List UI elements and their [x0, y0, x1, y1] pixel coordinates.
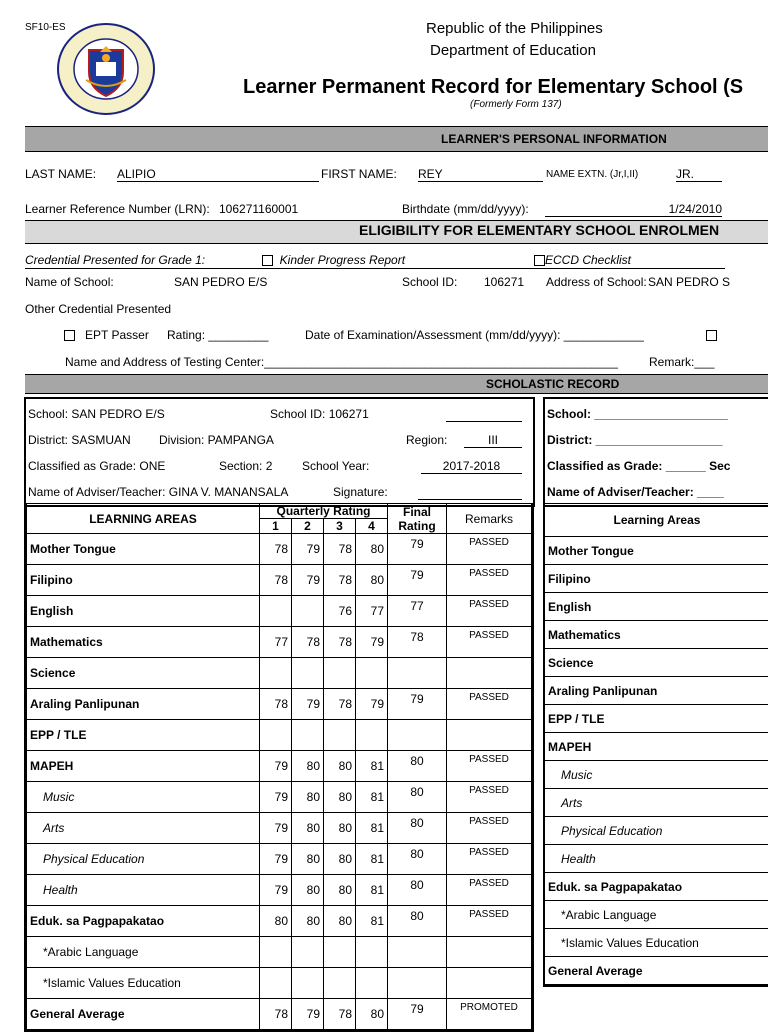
right-scholastic-box [543, 397, 768, 507]
credential-divider [25, 268, 725, 269]
right-classified: Classified as Grade: ______ Sec [547, 459, 731, 473]
quarter-2-rating: 79 [292, 565, 324, 596]
quarter-3-rating: 76 [324, 596, 356, 627]
learning-area-name: MAPEH [27, 751, 260, 782]
final-rating [388, 720, 447, 751]
quarter-1-rating: 78 [260, 689, 292, 720]
learning-area-name: Science [27, 658, 260, 689]
quarter-2-rating: 79 [292, 689, 324, 720]
quarter-4-rating: 79 [356, 689, 388, 720]
final-rating: 77 [388, 596, 447, 627]
quarter-4-rating [356, 937, 388, 968]
name-extn-label: NAME EXTN. (Jr,I,II) [546, 169, 639, 180]
final-rating [388, 937, 447, 968]
grade-row [27, 937, 532, 968]
grades-table [26, 503, 532, 1030]
school-name-label: Name of School: [25, 275, 114, 289]
sch-school-id-line [446, 421, 522, 422]
eccd-label: ECCD Checklist [545, 253, 632, 267]
ept-checkbox[interactable] [64, 330, 75, 341]
learning-area-name: Physical Education [27, 844, 260, 875]
credential-label: Credential Presented for Grade 1: [25, 253, 206, 267]
sch-signature-line [418, 499, 522, 500]
quarter-1-rating [260, 720, 292, 751]
right-col-learning-areas: Learning Areas [545, 504, 768, 537]
sch-school: School: SAN PEDRO E/S [28, 407, 165, 421]
quarter-3-rating: 80 [324, 844, 356, 875]
eligibility-bar [25, 220, 768, 244]
right-grade-row [545, 845, 768, 873]
right-grade-row [545, 677, 768, 705]
quarter-1-rating: 79 [260, 782, 292, 813]
right-learning-area-name: MAPEH [545, 733, 768, 761]
quarter-1-rating [260, 658, 292, 689]
quarter-3-rating [324, 937, 356, 968]
right-grades-table [545, 503, 768, 985]
grade-row [27, 534, 532, 565]
quarter-3-rating: 80 [324, 875, 356, 906]
address-label: Address of School: [546, 275, 647, 289]
grades-table-frame [24, 503, 534, 1032]
kinder-checkbox[interactable] [262, 255, 273, 266]
grade-row [27, 720, 532, 751]
kinder-progress-option[interactable] [262, 253, 405, 267]
quarter-3-rating [324, 658, 356, 689]
quarter-4-rating: 80 [356, 999, 388, 1030]
final-rating [388, 658, 447, 689]
birthdate-value: 1/24/2010 [545, 202, 722, 217]
learning-area-name: English [27, 596, 260, 627]
right-learning-area-name: *Arabic Language [545, 901, 768, 929]
name-extn-value: JR. [676, 167, 722, 182]
right-grade-row [545, 565, 768, 593]
right-grade-row [545, 621, 768, 649]
quarter-3-rating [324, 968, 356, 999]
quarter-1-rating: 78 [260, 565, 292, 596]
school-name-value: SAN PEDRO E/S [174, 275, 268, 289]
sch-district: District: SASMUAN [28, 433, 131, 447]
remarks: PROMOTED [447, 999, 532, 1030]
quarter-3-rating: 78 [324, 999, 356, 1030]
right-learning-area-name: Filipino [545, 565, 768, 593]
quarter-1-rating: 79 [260, 844, 292, 875]
grade-row [27, 751, 532, 782]
quarter-1-rating: 79 [260, 813, 292, 844]
quarter-header-1: 1 [260, 519, 292, 534]
quarter-1-rating: 78 [260, 534, 292, 565]
remarks: PASSED [447, 596, 532, 627]
scholastic-info-box [24, 397, 535, 507]
final-rating: 79 [388, 534, 447, 565]
quarter-3-rating: 80 [324, 906, 356, 937]
grade-row [27, 968, 532, 999]
quarter-header-2: 2 [292, 519, 324, 534]
final-rating: 80 [388, 844, 447, 875]
grade-row [27, 689, 532, 720]
grade-row [27, 999, 532, 1030]
learning-area-name: *Arabic Language [27, 937, 260, 968]
col-learning-areas: LEARNING AREAS [27, 504, 260, 534]
sch-signature-label: Signature: [333, 485, 388, 499]
other-checkbox[interactable] [706, 330, 717, 341]
right-grade-row [545, 761, 768, 789]
right-grade-row [545, 649, 768, 677]
quarter-2-rating: 79 [292, 534, 324, 565]
grade-row [27, 565, 532, 596]
remarks: PASSED [447, 782, 532, 813]
grade-row [27, 844, 532, 875]
right-grade-row [545, 929, 768, 957]
scholastic-title: SCHOLASTIC RECORD [486, 377, 620, 391]
personal-info-title: LEARNER'S PERSONAL INFORMATION [441, 132, 667, 146]
quarter-3-rating [324, 720, 356, 751]
last-name-value: ALIPIO [117, 167, 319, 182]
quarter-2-rating: 80 [292, 844, 324, 875]
remarks: PASSED [447, 627, 532, 658]
right-grade-row [545, 593, 768, 621]
scholastic-bar [25, 374, 768, 394]
right-learning-area-name: Mother Tongue [545, 537, 768, 565]
quarter-2-rating [292, 596, 324, 627]
quarter-4-rating: 81 [356, 782, 388, 813]
quarter-4-rating: 81 [356, 875, 388, 906]
quarter-1-rating: 79 [260, 751, 292, 782]
quarter-1-rating: 78 [260, 999, 292, 1030]
grades-body [27, 534, 532, 1030]
quarter-1-rating: 77 [260, 627, 292, 658]
learning-area-name: Filipino [27, 565, 260, 596]
quarter-2-rating: 80 [292, 782, 324, 813]
quarter-3-rating: 78 [324, 534, 356, 565]
remark-field[interactable]: Remark:___ [649, 355, 715, 369]
final-rating: 80 [388, 782, 447, 813]
quarter-2-rating: 80 [292, 875, 324, 906]
sch-year-label: School Year: [302, 459, 370, 473]
quarter-4-rating: 80 [356, 534, 388, 565]
quarter-4-rating: 77 [356, 596, 388, 627]
final-rating [388, 968, 447, 999]
right-learning-area-name: Science [545, 649, 768, 677]
quarter-4-rating: 81 [356, 906, 388, 937]
final-rating: 80 [388, 813, 447, 844]
right-grade-row [545, 957, 768, 985]
other-checkbox-option[interactable] [706, 328, 717, 342]
form-code: SF10-ES [25, 22, 66, 33]
sch-adviser: Name of Adviser/Teacher: GINA V. MANANSALA [28, 485, 289, 499]
final-rating: 79 [388, 689, 447, 720]
final-rating: 80 [388, 906, 447, 937]
remarks: PASSED [447, 906, 532, 937]
quarter-4-rating: 80 [356, 565, 388, 596]
quarter-3-rating: 78 [324, 689, 356, 720]
learning-area-name: EPP / TLE [27, 720, 260, 751]
quarter-2-rating: 80 [292, 906, 324, 937]
remarks: PASSED [447, 875, 532, 906]
personal-info-bar [25, 126, 768, 152]
republic-header: Republic of the Philippines [426, 20, 603, 37]
right-learning-area-name: EPP / TLE [545, 705, 768, 733]
sch-section: Section: 2 [219, 459, 273, 473]
quarter-3-rating: 80 [324, 782, 356, 813]
quarter-2-rating: 78 [292, 627, 324, 658]
quarter-1-rating: 79 [260, 875, 292, 906]
quarter-2-rating: 79 [292, 999, 324, 1030]
sch-classified: Classified as Grade: ONE [28, 459, 166, 473]
school-id-label: School ID: [402, 275, 458, 289]
col-final: Final Rating [388, 504, 447, 534]
learning-area-name: Health [27, 875, 260, 906]
document-title: Learner Permanent Record for Elementary School (S [243, 76, 744, 98]
address-value: SAN PEDRO S [648, 275, 731, 289]
right-grade-row [545, 901, 768, 929]
col-quarterly: Quarterly Rating [260, 504, 388, 519]
quarter-4-rating: 81 [356, 751, 388, 782]
remarks [447, 658, 532, 689]
birthdate-label: Birthdate (mm/dd/yyyy): [402, 202, 529, 216]
quarter-2-rating [292, 720, 324, 751]
sch-division: Division: PAMPANGA [159, 433, 274, 447]
document-subtitle: (Formerly Form 137) [470, 99, 562, 110]
quarter-1-rating [260, 596, 292, 627]
sch-region-label: Region: [406, 433, 448, 447]
quarter-4-rating [356, 658, 388, 689]
quarter-3-rating: 78 [324, 565, 356, 596]
final-rating: 79 [388, 999, 447, 1030]
right-learning-area-name: Music [545, 761, 768, 789]
lrn-value: 106271160001 [219, 202, 299, 216]
right-learning-area-name: Eduk. sa Pagpapakatao [545, 873, 768, 901]
remarks: PASSED [447, 565, 532, 596]
ept-option[interactable] [64, 328, 149, 342]
grade-row [27, 813, 532, 844]
eccd-checkbox[interactable] [534, 255, 545, 266]
remarks [447, 937, 532, 968]
right-learning-area-name: Health [545, 845, 768, 873]
learning-area-name: Arts [27, 813, 260, 844]
eccd-option[interactable] [534, 253, 631, 267]
department-header: Department of Education [430, 42, 596, 59]
right-learning-area-name: General Average [545, 957, 768, 985]
exam-date-field[interactable]: Date of Examination/Assessment (mm/dd/yyyy): ____________ [305, 328, 644, 342]
final-rating: 78 [388, 627, 447, 658]
quarter-4-rating [356, 720, 388, 751]
right-grades-frame [543, 503, 768, 987]
rating-field[interactable]: Rating: _________ [167, 328, 269, 342]
quarter-2-rating [292, 658, 324, 689]
right-district: District: ___________________ [547, 433, 723, 447]
right-grade-row [545, 789, 768, 817]
quarter-2-rating: 80 [292, 813, 324, 844]
right-grade-row [545, 537, 768, 565]
quarter-3-rating: 78 [324, 627, 356, 658]
right-grade-row [545, 817, 768, 845]
first-name-value: REY [418, 167, 543, 182]
learning-area-name: Music [27, 782, 260, 813]
right-learning-area-name: English [545, 593, 768, 621]
remarks: PASSED [447, 751, 532, 782]
ept-label: EPT Passer [85, 328, 149, 342]
right-school: School: ____________________ [547, 407, 728, 421]
quarter-4-rating: 81 [356, 844, 388, 875]
quarter-header-4: 4 [356, 519, 388, 534]
learning-area-name: Mathematics [27, 627, 260, 658]
right-learning-area-name: Physical Education [545, 817, 768, 845]
remarks: PASSED [447, 844, 532, 875]
remarks [447, 968, 532, 999]
grade-row [27, 596, 532, 627]
grade-row [27, 782, 532, 813]
right-grade-row [545, 705, 768, 733]
grade-row [27, 627, 532, 658]
school-id-value: 106271 [484, 275, 525, 289]
learning-area-name: *Islamic Values Education [27, 968, 260, 999]
quarter-2-rating [292, 937, 324, 968]
first-name-label: FIRST NAME: [321, 167, 397, 181]
quarter-3-rating: 80 [324, 751, 356, 782]
right-learning-area-name: *Islamic Values Education [545, 929, 768, 957]
learning-area-name: Mother Tongue [27, 534, 260, 565]
right-learning-area-name: Araling Panlipunan [545, 677, 768, 705]
right-grade-row [545, 733, 768, 761]
quarter-header-3: 3 [324, 519, 356, 534]
right-grades-body [545, 537, 768, 985]
learning-area-name: General Average [27, 999, 260, 1030]
quarter-4-rating: 79 [356, 627, 388, 658]
kinder-label: Kinder Progress Report [279, 253, 406, 267]
right-learning-area-name: Mathematics [545, 621, 768, 649]
grade-row [27, 906, 532, 937]
quarter-2-rating [292, 968, 324, 999]
grade-row [27, 875, 532, 906]
sch-school-id: School ID: 106271 [270, 407, 369, 421]
right-grade-row [545, 873, 768, 901]
eligibility-title: ELIGIBILITY FOR ELEMENTARY SCHOOL ENROLMEN [359, 222, 720, 238]
remarks: PASSED [447, 689, 532, 720]
sch-region: III [464, 433, 522, 448]
remarks [447, 720, 532, 751]
final-rating: 80 [388, 751, 447, 782]
remarks: PASSED [447, 813, 532, 844]
lrn-label: Learner Reference Number (LRN): [25, 202, 210, 216]
sch-year: 2017-2018 [421, 459, 522, 474]
final-rating: 79 [388, 565, 447, 596]
quarter-1-rating [260, 968, 292, 999]
grade-row [27, 658, 532, 689]
quarter-3-rating: 80 [324, 813, 356, 844]
last-name-label: LAST NAME: [25, 167, 97, 181]
testing-center-field[interactable]: Name and Address of Testing Center:_____________________________________________________ [65, 355, 618, 369]
right-adviser: Name of Adviser/Teacher: ____ [547, 485, 724, 499]
remarks: PASSED [447, 534, 532, 565]
quarter-4-rating [356, 968, 388, 999]
col-remarks: Remarks [447, 504, 532, 534]
learning-area-name: Araling Panlipunan [27, 689, 260, 720]
quarter-4-rating: 81 [356, 813, 388, 844]
other-credential-label: Other Credential Presented [25, 302, 172, 316]
right-learning-area-name: Arts [545, 789, 768, 817]
learning-area-name: Eduk. sa Pagpapakatao [27, 906, 260, 937]
quarter-1-rating [260, 937, 292, 968]
quarter-2-rating: 80 [292, 751, 324, 782]
deped-seal-icon [56, 22, 156, 116]
final-rating: 80 [388, 875, 447, 906]
quarter-1-rating: 80 [260, 906, 292, 937]
